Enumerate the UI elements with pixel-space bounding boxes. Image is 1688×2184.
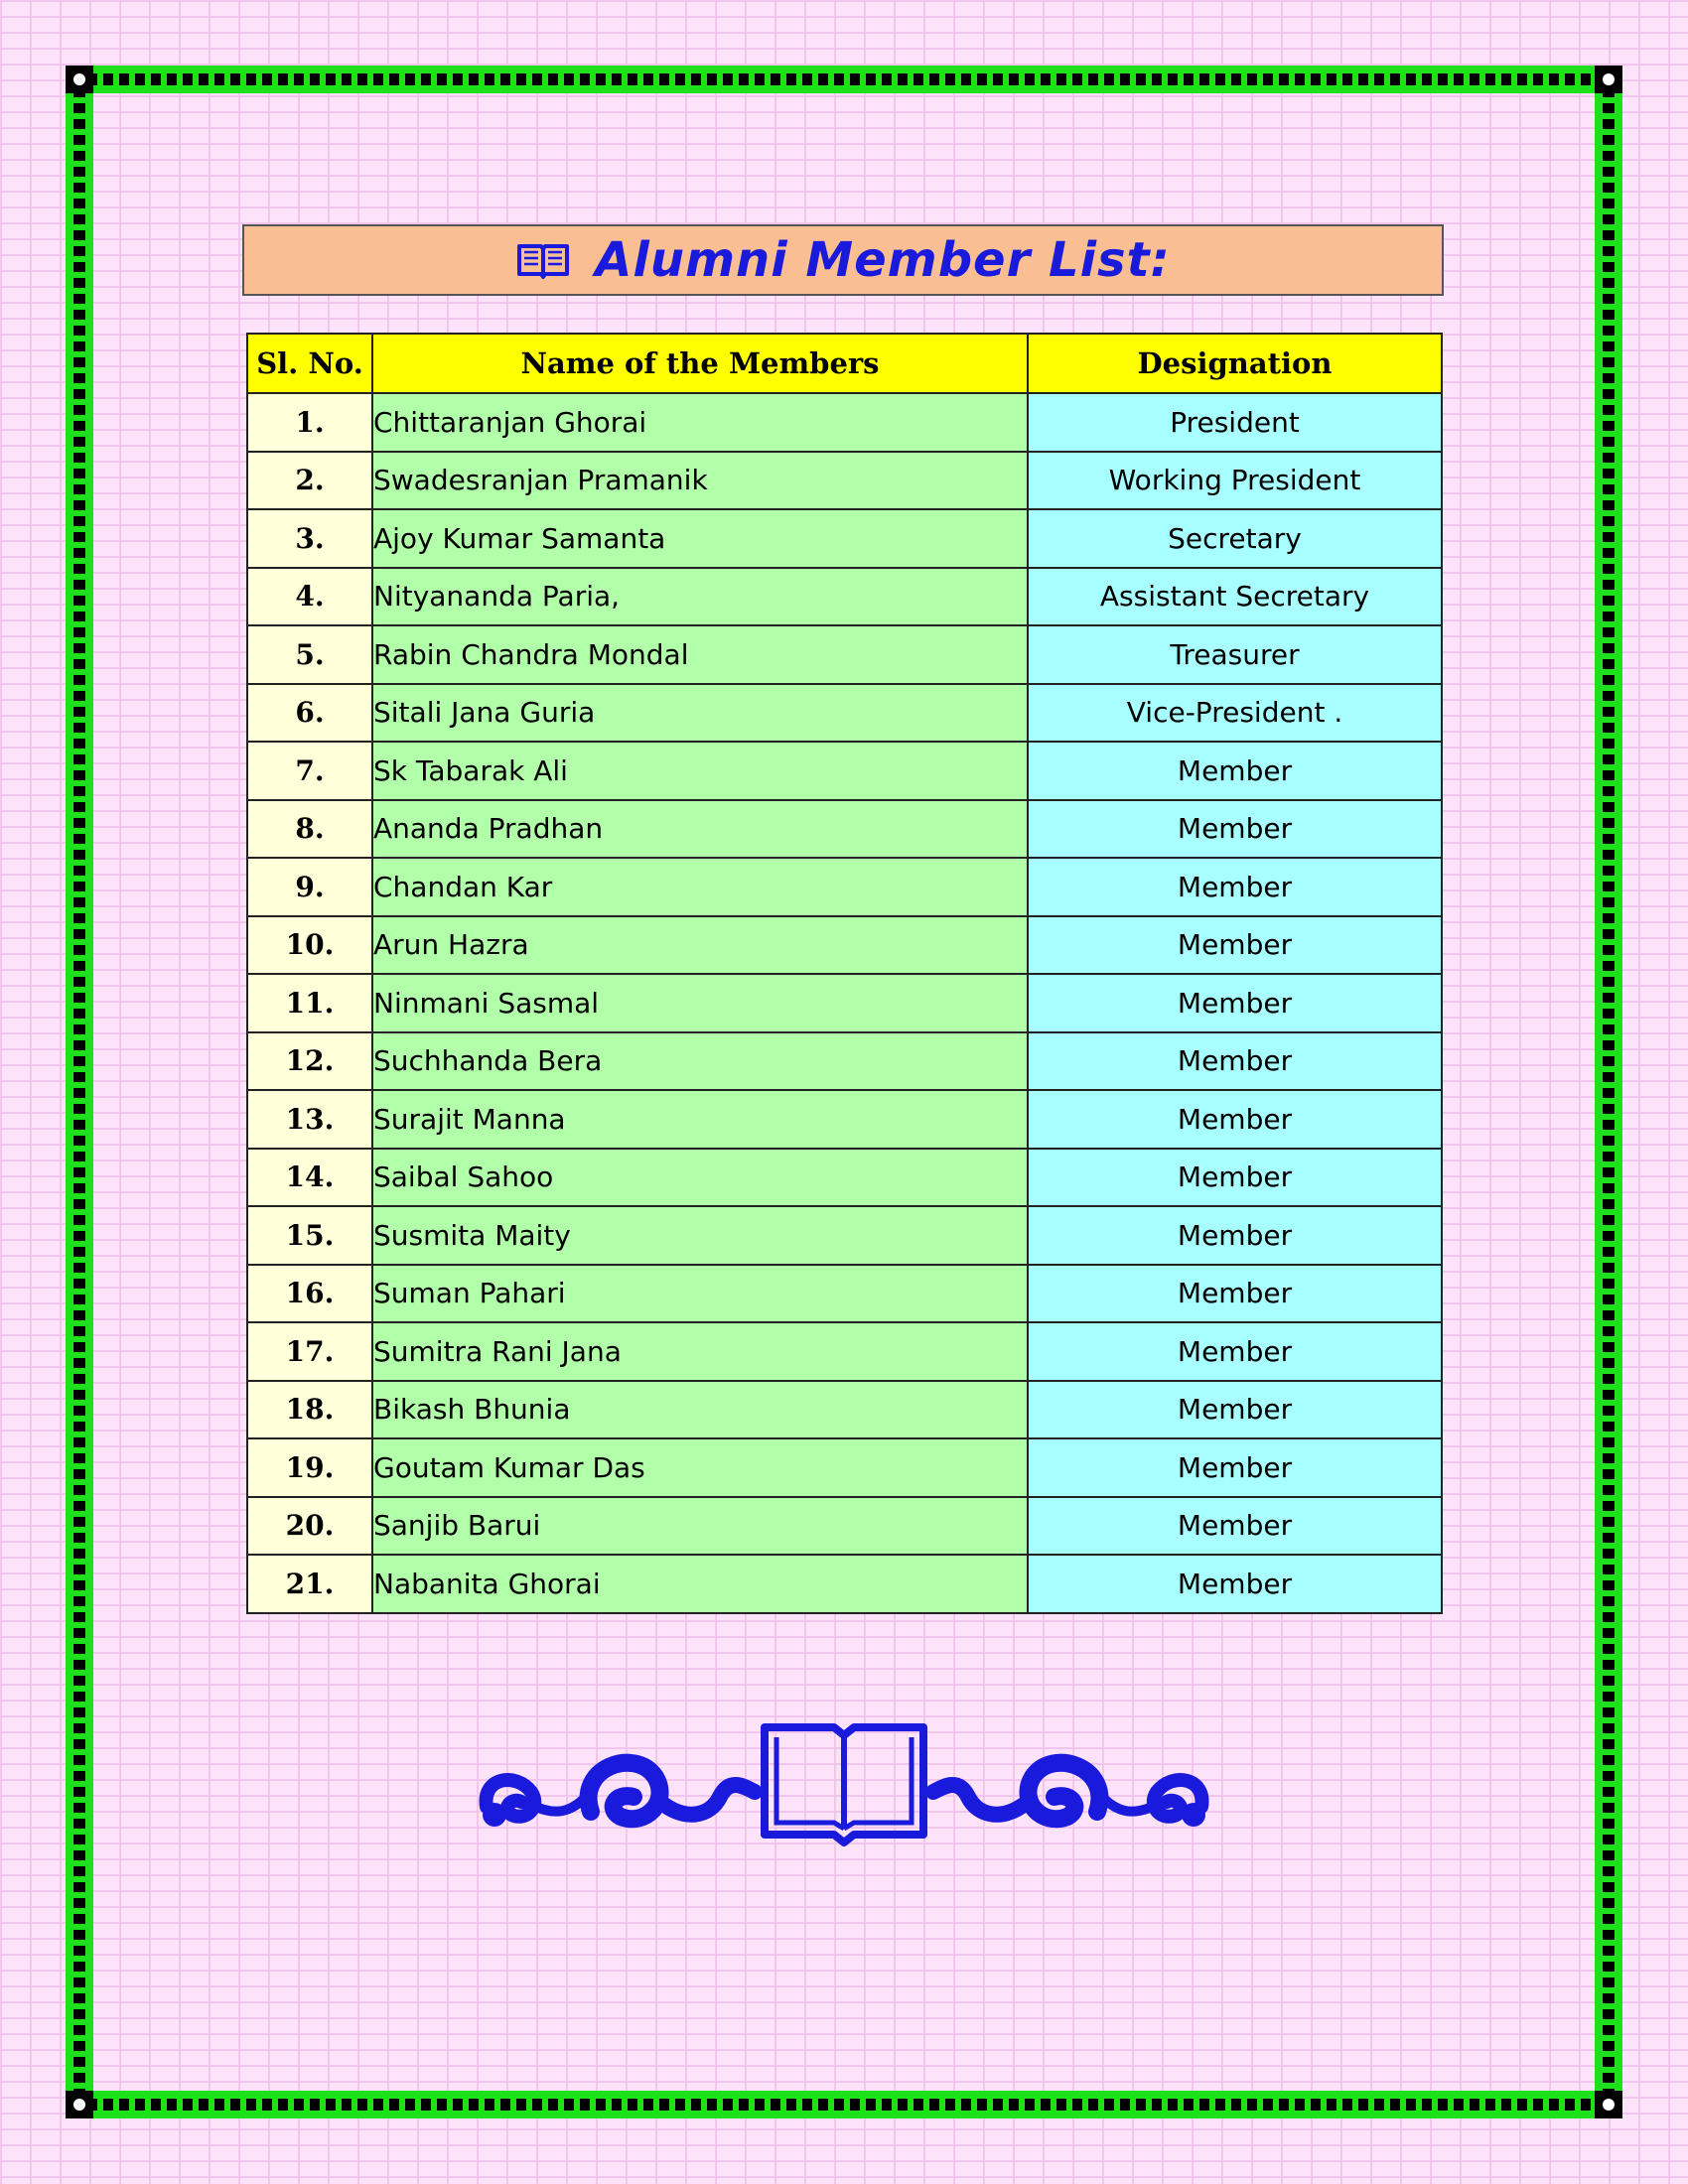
row-designation: Member [1028,858,1442,916]
table-row [247,916,1442,975]
page-title: Alumni Member List: [595,232,1171,288]
row-member-name: Saibal Sahoo [372,1149,1028,1207]
row-member-name: Chittaranjan Ghorai [372,393,1028,452]
table-row [247,974,1442,1032]
row-sl-no: 3. [247,509,372,568]
table-row [247,1265,1442,1323]
table-row [247,393,1442,452]
row-designation: Vice-President . [1028,684,1442,743]
row-sl-no: 18. [247,1381,372,1439]
title-banner [242,224,1444,296]
table-row [247,1206,1442,1265]
row-member-name: Bikash Bhunia [372,1381,1028,1439]
row-sl-no: 20. [247,1497,372,1556]
row-sl-no: 4. [247,568,372,626]
table-row [247,1381,1442,1439]
row-designation: Member [1028,1381,1442,1439]
table-row [247,1090,1442,1149]
row-designation: Secretary [1028,509,1442,568]
row-designation: Member [1028,1265,1442,1323]
table-row [247,1497,1442,1556]
row-member-name: Ninmani Sasmal [372,974,1028,1032]
row-designation: Member [1028,916,1442,975]
row-member-name: Rabin Chandra Mondal [372,625,1028,684]
row-sl-no: 19. [247,1438,372,1497]
row-sl-no: 8. [247,800,372,859]
row-designation: Member [1028,974,1442,1032]
row-member-name: Sitali Jana Guria [372,684,1028,743]
table-row [247,452,1442,510]
row-sl-no: 17. [247,1322,372,1381]
row-designation: Treasurer [1028,625,1442,684]
table-row [247,509,1442,568]
row-member-name: Ajoy Kumar Samanta [372,509,1028,568]
row-designation: Member [1028,1555,1442,1613]
book-scroll-ornament-icon [477,1717,1211,1846]
row-sl-no: 1. [247,393,372,452]
border-bottom [66,2091,1622,2118]
row-member-name: Sanjib Barui [372,1497,1028,1556]
row-designation: Member [1028,1032,1442,1091]
row-member-name: Sumitra Rani Jana [372,1322,1028,1381]
border-left [66,66,93,2118]
row-member-name: Nabanita Ghorai [372,1555,1028,1613]
row-member-name: Susmita Maity [372,1206,1028,1265]
row-designation: Member [1028,1206,1442,1265]
border-corner-icon [1595,2091,1622,2118]
row-member-name: Suman Pahari [372,1265,1028,1323]
row-member-name: Chandan Kar [372,858,1028,916]
border-corner-icon [66,66,93,93]
border-right [1595,66,1622,2118]
open-book-icon [515,240,571,280]
row-designation: Member [1028,1149,1442,1207]
border-corner-icon [66,2091,93,2118]
row-sl-no: 12. [247,1032,372,1091]
row-member-name: Nityananda Paria, [372,568,1028,626]
table-row [247,800,1442,859]
row-sl-no: 7. [247,742,372,800]
table-row [247,1149,1442,1207]
row-member-name: Sk Tabarak Ali [372,742,1028,800]
table-row [247,1438,1442,1497]
row-designation: Member [1028,1497,1442,1556]
row-member-name: Surajit Manna [372,1090,1028,1149]
table-row [247,1555,1442,1613]
row-sl-no: 11. [247,974,372,1032]
table-header-row [247,334,1442,393]
row-member-name: Swadesranjan Pramanik [372,452,1028,510]
row-designation: Working President [1028,452,1442,510]
row-sl-no: 10. [247,916,372,975]
row-sl-no: 21. [247,1555,372,1613]
row-designation: Member [1028,800,1442,859]
row-sl-no: 2. [247,452,372,510]
row-sl-no: 13. [247,1090,372,1149]
table-row [247,742,1442,800]
row-member-name: Suchhanda Bera [372,1032,1028,1091]
border-corner-icon [1595,66,1622,93]
row-designation: Member [1028,742,1442,800]
row-sl-no: 15. [247,1206,372,1265]
table-row [247,684,1442,743]
row-sl-no: 16. [247,1265,372,1323]
row-designation: Assistant Secretary [1028,568,1442,626]
row-designation: Member [1028,1322,1442,1381]
table-row [247,1322,1442,1381]
header-designation: Designation [1028,334,1442,393]
row-designation: President [1028,393,1442,452]
table-row [247,568,1442,626]
row-designation: Member [1028,1090,1442,1149]
row-sl-no: 9. [247,858,372,916]
table-row [247,625,1442,684]
row-member-name: Ananda Pradhan [372,800,1028,859]
table-row [247,1032,1442,1091]
header-member-name: Name of the Members [372,334,1028,393]
row-sl-no: 14. [247,1149,372,1207]
header-sl-no: Sl. No. [247,334,372,393]
row-sl-no: 5. [247,625,372,684]
row-member-name: Goutam Kumar Das [372,1438,1028,1497]
row-designation: Member [1028,1438,1442,1497]
row-sl-no: 6. [247,684,372,743]
table-row [247,858,1442,916]
border-top [66,66,1622,93]
row-member-name: Arun Hazra [372,916,1028,975]
members-table [246,333,1443,1614]
